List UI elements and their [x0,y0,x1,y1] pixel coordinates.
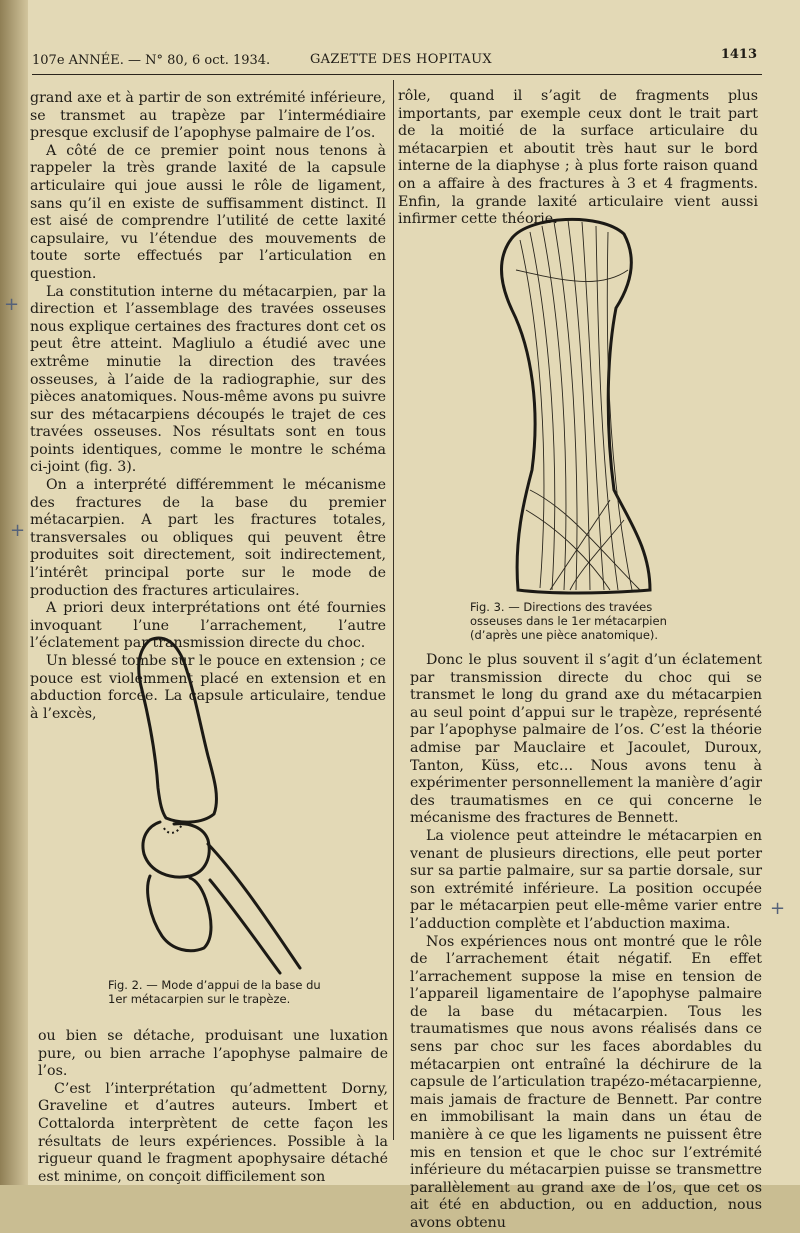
lower-bone-outline [148,876,211,951]
figure-3-caption: Fig. 3. — Directions des travées osseuses dans le 1er métacarpien (d’après une pièce anatomique). [470,600,667,642]
paragraph: grand axe et à partir de son extrémité inférieure, se transmet au trapèze par l’intermédiaire presque exclusif de l’apophyse palmaire de l’os. [30,90,386,142]
paragraph: On a interprété différemment le mécanisme des fractures de la base du premier métacarpien. A part les fractures totales, transversales ou obliques qui peuvent être produites soit directement, soit indirectement, l’intérêt principal porte sur le mode de production des fractures articulaires. [30,477,386,599]
issue-info: 107e ANNÉE. — N° 80, 6 oct. 1934. [32,53,271,68]
right-column-bottom [410,652,762,1233]
trabecula-line [526,510,610,590]
right-column-top [398,88,758,229]
paragraph: La violence peut atteindre le métacarpien en venant de plusieurs directions, elle peut porter sur sa partie palmaire, sur sa partie dorsale, sur son extrémité inférieure. La position occupée par le métacarpien peut elle-même varier entre l’adduction complète et l’abduction maxima. [410,827,762,932]
margin-mark-plus-icon: + [770,898,786,919]
paragraph: A côté de ce premier point nous tenons à rappeler la très grande laxité de la capsule articulaire qui joue aussi le rôle de ligament, sans qu’il en existe de suffisamment distinct. Il est aisé de comprendre l’utilité de cette laxité capsulaire, vu l’étendue des mouvements de toute sorte effectués par l’articulation en question. [30,142,386,282]
paragraph: rôle, quand il s’agit de fragments plus importants, par exemple ceux dont le trait part de la moitié de la surface articulaire du métacarpien et aboutit très haut sur le bord interne de la diaphyse ; à plus forte raison quand on a affaire à des fractures à 3 et 4 fragments. Enfin, la grande laxité articulaire vient aussi infirmer cette théorie. [398,88,758,228]
margin-mark-plus-icon: + [10,520,26,541]
paragraph: C’est l’interprétation qu’admettent Dorny, Graveline et d’autres auteurs. Imbert et Cottalorda interprètent de cette façon les résultats de leurs expériences. Possible à la rigueur quand le fragment apophysaire détaché est minime, on conçoit difficilement son [38,1080,388,1185]
paragraph: A priori deux interprétations ont été fournies invoquant l’une l’arrachement, l’autre l’éclatement par transmission directe du choc. [30,600,386,652]
forearm-line-2 [210,880,280,973]
trabecula-line [570,520,624,590]
paragraph: La constitution interne du métacarpien, par la direction et l’assemblage des travées osseuses nous explique certaines des fractures dont cet os peut être atteint. Magliulo a étudié avec une extrême minutie la direction des travées osseuses, à l’aide de la radiographie, sur des pièces anatomiques. Nous-même avons pu suivre sur des métacarpiens découpés le trajet de ces travées osseuses. Nos résultats sont en tous points identiques, comme le montre le schéma ci-joint (fig. 3). [30,283,386,476]
figure-3-drawing [490,210,650,600]
metacarpal-outline [502,219,651,593]
page-number: 1413 [720,47,757,62]
paragraph: Un blessé tombe sur le pouce en extension ; ce pouce est violemment placé en extension et en abduction forcée. La capsule articulaire, tendue à l’excès, [30,653,386,722]
header-rule [32,74,762,75]
metacarpal-outline [139,638,217,822]
page-edge-shadow [0,0,28,1185]
paragraph: Nos expériences nous ont montré que le rôle de l’arrachement était négatif. En effet l’arrachement suppose la mise en tension de l’appareil ligamentaire de l’apophyse palmaire de la base du métacarpien. Tous les traumatismes que nous avons réalisés dans ce sens par choc sur les faces abordables du métacarpien ont entraîné la déchirure de la capsule de l’articulation trapézo-métacarpienne, mais jamais de fracture de Bennett. Par contre en immobilisant la main dans un étau de manière à ce que les ligaments ne puissent être mis en tension et que le choc sur l’extrémité inférieure du métacarpien puisse se transmettre parallèlement au grand axe de l’os, que cet os ait été en abduction, ou en adduction, nous avons obtenu [410,933,762,1231]
column-divider [393,80,394,1140]
trabecula-line [582,222,604,590]
forearm-line [208,844,300,968]
trapezium-outline [143,822,209,877]
journal-title: GAZETTE DES HOPITAUX [310,52,492,67]
figure-2-caption: Fig. 2. — Mode d’appui de la base du 1er métacarpien sur le trapèze. [108,978,321,1006]
figure-2-drawing [110,628,330,978]
paragraph: Donc le plus souvent il s’agit d’un éclatement par transmission directe du choc qui se transmet le long du grand axe du métacarpien au seul point d’appui sur le trapèze, représenté par l’apophyse palmaire de l’os. C’est la théorie admise par Mauclaire et Jacoulet, Duroux, Tanton, Küss, etc… Nous avons tenu à expérimenter personnellement la manière d’agir des traumatismes en ce qui concerne le mécanisme des fractures de Bennett. [410,652,762,827]
contact-point-dots [164,824,182,833]
left-column-bottom [38,1028,388,1186]
paragraph: ou bien se détache, produisant une luxation pure, ou bien arrache l’apophyse palmaire de l’os. [38,1028,388,1080]
margin-mark-plus-icon: + [4,294,20,315]
trabecula-line [516,270,628,282]
page-header [32,47,757,74]
